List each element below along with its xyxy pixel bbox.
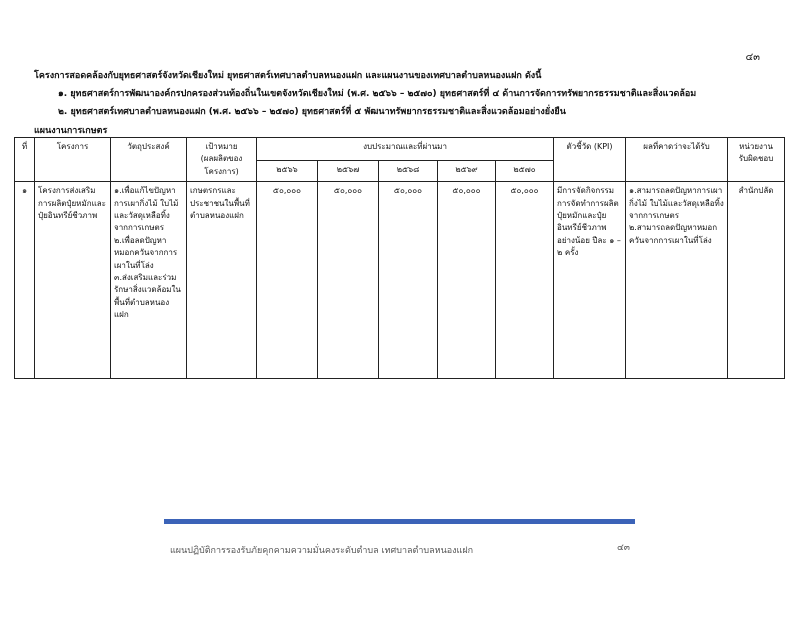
header-unit-line2: รับผิดชอบ	[738, 154, 774, 164]
intro-municipal-strategy: ๒. ยุทธศาสตร์เทศบาลตำบลหนองแฝก (พ.ศ. ๒๕๖๖ – ๒๕๗๐) ยุทธศาสตร์ที่ ๕ พัฒนาทรัพยากรธรรมชาติและสิ่งแวดล้อมอย่างยั่งยืน	[58, 107, 566, 117]
header-target-line3: โครงการ)	[204, 166, 239, 176]
plan-table	[14, 137, 785, 379]
section-title: แผนงานการเกษตร	[34, 126, 108, 136]
expected-item: ๑.สามารถลดปัญหาการเผากิ่งไม้ ใบไม้และวัสดุเหลือทิ้งจากการเกษตร	[629, 186, 724, 220]
row-kpi: มีการจัดกิจกรรมการจัดทำการผลิตปุ๋ยหมักและปุ๋ยอินทรีย์ชีวภาพ อย่างน้อย ปีละ ๑ – ๒ ครั้ง	[554, 182, 626, 379]
row-budget: ๕๐,๐๐๐	[379, 182, 438, 379]
header-year: ๒๕๖๗	[318, 161, 379, 182]
row-budget: ๕๐,๐๐๐	[438, 182, 496, 379]
row-expected	[626, 182, 728, 379]
intro-alignment-heading: โครงการสอดคล้องกับยุทธศาสตร์จังหวัดเชียงใหม่ ยุทธศาสตร์เทศบาลตำบลหนองแฝก และแผนงานของเทศบาลตำบลหนองแฝก ดังนี้	[34, 71, 542, 81]
header-kpi: ตัวชี้วัด (KPI)	[554, 138, 626, 182]
intro-provincial-strategy: ๑. ยุทธศาสตร์การพัฒนาองค์กรปกครองส่วนท้องถิ่นในเขตจังหวัดเชียงใหม่ (พ.ศ. ๒๕๖๖ – ๒๕๗๐) ยุทธศาสตร์ที่ ๔ ด้านการจัดการทรัพยากรธรรมชาติและสิ่งแวดล้อม	[58, 89, 697, 99]
header-unit-line1: หน่วยงาน	[739, 142, 773, 151]
row-project: โครงการส่งเสริมการผลิตปุ๋ยหมักและปุ๋ยอินทรีย์ชีวภาพ	[35, 182, 111, 379]
header-objective: วัตถุประสงค์	[111, 138, 187, 182]
header-year: ๒๕๖๖	[257, 161, 318, 182]
footer-page-number: ๔๓	[617, 543, 630, 553]
page-number: ๔๓	[745, 52, 760, 63]
header-target-line2: (ผลผลิตของ	[200, 154, 243, 164]
header-expected: ผลที่คาดว่าจะได้รับ	[626, 138, 728, 182]
header-year: ๒๕๖๘	[379, 161, 438, 182]
table-row	[15, 182, 785, 379]
header-budget: งบประมาณและที่ผ่านมา	[257, 138, 554, 161]
footer-text: แผนปฏิบัติการรองรับภัยคุกคามความมั่นคงระดับตำบล เทศบาลตำบลหนองแฝก	[170, 546, 474, 556]
row-objective	[111, 182, 187, 379]
expected-item: ๒.สามารถลดปัญหาหมอกควันจากการเผาในที่โล่ง	[629, 223, 718, 245]
footer-divider-bar	[164, 519, 635, 524]
row-unit: สำนักปลัด	[728, 182, 785, 379]
row-no: ๑	[15, 182, 35, 379]
row-target: เกษตรกรและประชาชนในพื้นที่ตำบลหนองแฝก	[187, 182, 257, 379]
objective-item: ๑.เพื่อแก้ไขปัญหาการเผากิ่งไม้ ใบไม้และวัสดุเหลือทิ้งจากการเกษตร	[114, 186, 179, 233]
objective-item: ๓.ส่งเสริมและร่วมรักษาสิ่งแวดล้อมในพื้นที่ตำบลหนองแฝก	[114, 272, 181, 320]
header-target-line1: เป้าหมาย	[205, 142, 238, 151]
header-unit	[728, 138, 785, 182]
row-budget: ๕๐,๐๐๐	[318, 182, 379, 379]
row-budget: ๕๐,๐๐๐	[257, 182, 318, 379]
table-header-row	[15, 138, 785, 161]
objective-item: ๒.เพื่อลดปัญหาหมอกควันจากการเผาในที่โล่ง	[114, 235, 178, 270]
header-year: ๒๕๗๐	[496, 161, 554, 182]
header-project: โครงการ	[35, 138, 111, 182]
header-no: ที่	[15, 138, 35, 182]
header-year: ๒๕๖๙	[438, 161, 496, 182]
header-target	[187, 138, 257, 182]
row-budget: ๕๐,๐๐๐	[496, 182, 554, 379]
